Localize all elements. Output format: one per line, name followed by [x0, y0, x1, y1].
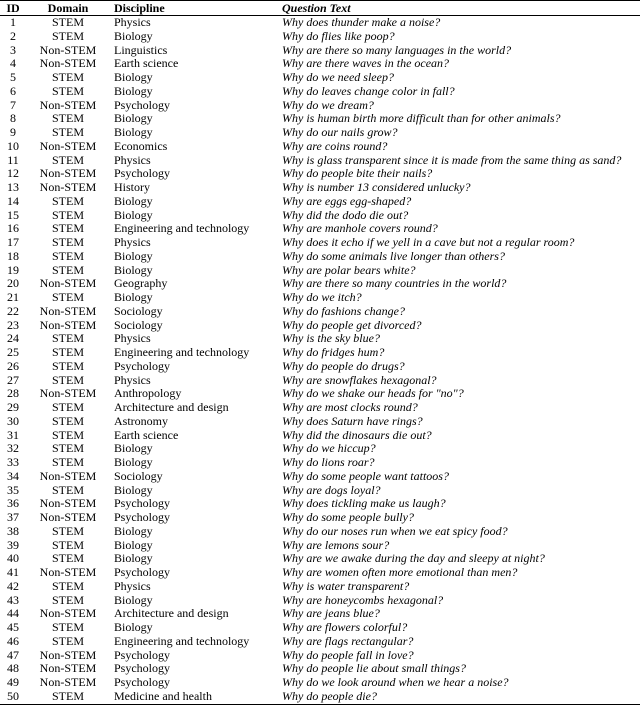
cell-domain: Non-STEM — [39, 138, 97, 153]
cell-question-text: Why is glass transparent since it is made from the same thing as sand? — [282, 152, 622, 167]
cell-id: 36 — [7, 496, 19, 511]
cell-question-text: Why are coins round? — [282, 138, 388, 153]
cell-domain: STEM — [26, 690, 110, 704]
table-row — [0, 236, 640, 250]
cell-domain: STEM — [51, 523, 84, 538]
cell-domain: STEM — [51, 620, 84, 634]
cell-question-text: Why are we awake during the day and sleepy at night? — [282, 551, 545, 566]
cell-id: 10 — [7, 138, 19, 153]
table-row — [0, 511, 640, 525]
cell-discipline: Biology — [114, 111, 153, 126]
cell-id: 31 — [7, 427, 19, 442]
cell-id: 21 — [7, 290, 19, 304]
cell-domain: STEM — [51, 290, 84, 304]
cell-discipline: Sociology — [114, 317, 163, 332]
cell-domain: STEM — [51, 441, 84, 456]
cell-id: 45 — [7, 620, 19, 634]
cell-domain: STEM — [51, 248, 84, 263]
cell-question-text: Why are eggs egg-shaped? — [282, 193, 412, 208]
cell-domain: Non-STEM — [39, 180, 97, 194]
cell-id: 11 — [7, 152, 19, 167]
cell-id: 20 — [7, 276, 19, 291]
cell-id: 14 — [7, 193, 19, 208]
cell-id: 17 — [7, 235, 19, 249]
cell-discipline: Psychology — [114, 496, 171, 511]
header-discipline: Discipline — [110, 1, 282, 16]
cell-domain: Non-STEM — [39, 42, 97, 57]
cell-id: 29 — [7, 400, 19, 414]
cell-discipline: Biology — [114, 592, 153, 607]
cell-question-text: Why are jeans blue? — [282, 606, 380, 621]
cell-discipline: Linguistics — [114, 42, 168, 57]
table-row — [0, 126, 640, 140]
cell-id: 24 — [7, 331, 19, 346]
cell-question-text: Why do some people want tattoos? — [282, 468, 449, 483]
cell-question-text: Why are women often more emotional than men? — [282, 565, 518, 579]
cell-domain: STEM — [51, 221, 84, 236]
cell-domain: Non-STEM — [39, 510, 97, 524]
cell-id: 2 — [10, 28, 16, 43]
table-row — [0, 99, 640, 113]
cell-id: 39 — [7, 537, 19, 552]
cell-question-text: Why do some people bully? — [282, 510, 414, 524]
table-row — [0, 167, 640, 181]
cell-discipline: Biology — [114, 28, 153, 43]
table-row — [0, 525, 640, 539]
cell-id: 7 — [10, 97, 16, 112]
cell-discipline: Psychology — [114, 358, 171, 373]
cell-discipline: Architecture and design — [114, 606, 229, 621]
cell-discipline: Biology — [114, 523, 153, 538]
table-row — [0, 277, 640, 291]
cell-domain: STEM — [51, 152, 84, 167]
cell-discipline: Sociology — [114, 303, 163, 318]
cell-id: 12 — [7, 166, 19, 181]
table-row — [0, 30, 640, 44]
cell-domain: STEM — [51, 455, 84, 469]
cell-question-text: Why did the dodo die out? — [282, 207, 409, 222]
cell-domain: STEM — [51, 427, 84, 442]
cell-id: 33 — [7, 455, 19, 469]
cell-domain: Non-STEM — [39, 675, 97, 689]
cell-domain: Non-STEM — [39, 97, 97, 112]
table-row — [0, 621, 640, 635]
cell-domain: STEM — [51, 70, 84, 84]
cell-id: 48 — [7, 661, 19, 676]
cell-question-text: Why are flowers colorful? — [282, 620, 408, 634]
cell-discipline: Earth science — [114, 427, 179, 442]
cell-id: 40 — [7, 551, 19, 566]
cell-id: 38 — [7, 523, 19, 538]
table-row — [0, 181, 640, 195]
cell-discipline: Economics — [114, 138, 168, 153]
table-row — [0, 209, 640, 223]
table-row — [0, 85, 640, 99]
cell-domain: STEM — [51, 400, 84, 414]
table-row — [0, 319, 640, 333]
cell-discipline: Psychology — [114, 647, 171, 662]
cell-question-text: Why do people get divorced? — [282, 317, 422, 332]
cell-discipline: Biology — [114, 70, 153, 84]
cell-question-text: Why are most clocks round? — [282, 400, 418, 414]
cell-domain: Non-STEM — [39, 166, 97, 181]
cell-domain: STEM — [51, 331, 84, 346]
cell-question-text: Why are manhole covers round? — [282, 221, 438, 236]
cell-domain: STEM — [51, 207, 84, 222]
cell-question-text: Why do people lie about small things? — [282, 661, 466, 676]
cell-discipline: Psychology — [114, 565, 171, 579]
cell-discipline: Engineering and technology — [114, 345, 250, 359]
cell-question-text: Why are lemons sour? — [282, 537, 390, 552]
cell-domain: Non-STEM — [39, 276, 97, 291]
cell-discipline: Physics — [114, 331, 151, 346]
table-row — [0, 374, 640, 388]
cell-discipline: Earth science — [114, 56, 179, 71]
cell-id: 16 — [7, 221, 19, 236]
cell-domain: STEM — [51, 482, 84, 497]
table-row — [0, 662, 640, 676]
table-row — [0, 594, 640, 608]
cell-domain: STEM — [51, 551, 84, 566]
table-row — [0, 346, 640, 360]
cell-id: 6 — [10, 83, 16, 98]
cell-question-text: Why do our noses run when we eat spicy food? — [282, 523, 508, 538]
cell-discipline: Engineering and technology — [114, 221, 250, 236]
table-header — [0, 1, 640, 16]
header-domain: Domain — [26, 1, 110, 16]
table-row — [0, 539, 640, 553]
cell-domain: Non-STEM — [39, 386, 97, 401]
table-row — [0, 690, 640, 704]
cell-domain: Non-STEM — [39, 303, 97, 318]
cell-question-text: Why did the dinosaurs die out? — [282, 427, 432, 442]
table-row — [0, 470, 640, 484]
cell-question-text: Why are dogs loyal? — [282, 482, 381, 497]
cell-question-text: Why does it echo if we yell in a cave but not a regular room? — [282, 235, 575, 249]
table-row — [0, 401, 640, 415]
table-row — [0, 332, 640, 346]
cell-question-text: Why do fashions change? — [282, 303, 405, 318]
cell-discipline: Physics — [114, 578, 151, 593]
cell-discipline: Physics — [114, 15, 151, 29]
header-question-text: Question Text — [282, 1, 640, 16]
cell-domain: STEM — [51, 345, 84, 359]
cell-id: 46 — [7, 633, 19, 648]
cell-domain: Non-STEM — [39, 661, 97, 676]
cell-question-text: Why do people fall in love? — [282, 647, 414, 662]
cell-domain: STEM — [51, 111, 84, 126]
cell-discipline: Biology — [114, 207, 153, 222]
cell-question-text: Why are snowflakes hexagonal? — [282, 372, 437, 387]
cell-question-text: Why are there so many countries in the world? — [282, 276, 507, 291]
table-row — [0, 387, 640, 401]
table-row — [0, 291, 640, 305]
cell-discipline: Psychology — [114, 510, 171, 524]
table-row — [0, 250, 640, 264]
cell-domain: STEM — [51, 578, 84, 593]
cell-question-text: Why is the sky blue? — [282, 331, 380, 346]
cell-question-text: Why do people do drugs? — [282, 358, 405, 373]
cell-discipline: Biology — [114, 193, 153, 208]
cell-id: 15 — [7, 207, 19, 222]
cell-id: 37 — [7, 510, 19, 524]
cell-id: 42 — [7, 578, 19, 593]
cell-domain: STEM — [51, 537, 84, 552]
table-row — [0, 676, 640, 690]
cell-discipline: Biology — [114, 262, 153, 277]
cell-id: 44 — [7, 606, 19, 621]
table-row — [0, 580, 640, 594]
cell-id: 1 — [10, 15, 16, 29]
table-body — [0, 16, 640, 705]
cell-domain: STEM — [51, 235, 84, 249]
table-row — [0, 112, 640, 126]
cell-domain: STEM — [51, 28, 84, 43]
cell-discipline: Astronomy — [114, 413, 168, 428]
cell-question-text: Why do leaves change color in fall? — [282, 83, 455, 98]
table-row — [0, 154, 640, 168]
table-row — [0, 44, 640, 58]
cell-discipline: Biology — [114, 551, 153, 566]
cell-domain: Non-STEM — [39, 565, 97, 579]
cell-question-text: Why is human birth more difficult than for other animals? — [282, 111, 561, 126]
cell-id: 25 — [7, 345, 19, 359]
cell-question-text: Why is number 13 considered unlucky? — [282, 180, 471, 194]
table-row — [0, 566, 640, 580]
cell-id: 13 — [7, 180, 19, 194]
cell-domain: Non-STEM — [39, 496, 97, 511]
table-row — [0, 222, 640, 236]
cell-domain: STEM — [51, 15, 84, 29]
table-row — [0, 57, 640, 71]
cell-discipline: Psychology — [114, 675, 171, 689]
cell-domain: STEM — [51, 193, 84, 208]
cell-id: 27 — [7, 372, 19, 387]
cell-domain: STEM — [51, 372, 84, 387]
cell-domain: Non-STEM — [39, 606, 97, 621]
cell-question-text: Why do we itch? — [282, 290, 362, 304]
cell-question-text: Why are honeycombs hexagonal? — [282, 592, 444, 607]
cell-discipline: Physics — [114, 235, 151, 249]
cell-discipline: Biology — [114, 620, 153, 634]
cell-discipline: Physics — [114, 372, 151, 387]
cell-discipline: Biology — [114, 537, 153, 552]
table-row — [0, 305, 640, 319]
cell-question-text: Why does Saturn have rings? — [282, 413, 423, 428]
cell-id: 28 — [7, 386, 19, 401]
table-row — [0, 552, 640, 566]
cell-id: 22 — [7, 303, 19, 318]
cell-domain: STEM — [51, 83, 84, 98]
cell-id: 26 — [7, 358, 19, 373]
cell-id: 30 — [7, 413, 19, 428]
cell-domain: STEM — [51, 262, 84, 277]
table-row — [0, 429, 640, 443]
cell-question-text: Why are flags rectangular? — [282, 633, 414, 648]
cell-question-text: Why do lions roar? — [282, 455, 375, 469]
cell-question-text: Why do some animals live longer than others? — [282, 248, 505, 263]
cell-id: 43 — [7, 592, 19, 607]
cell-id: 5 — [10, 70, 16, 84]
table-row — [0, 442, 640, 456]
cell-id: 32 — [7, 441, 19, 456]
cell-discipline: Psychology — [114, 97, 171, 112]
cell-domain: STEM — [51, 592, 84, 607]
cell-domain: STEM — [51, 358, 84, 373]
table-row — [0, 497, 640, 511]
cell-id: 34 — [7, 468, 19, 483]
cell-discipline: Biology — [114, 290, 153, 304]
cell-discipline: Biology — [114, 83, 153, 98]
cell-question-text: Why does thunder make a noise? — [282, 15, 441, 29]
cell-question-text: Why do we look around when we hear a noise? — [282, 675, 509, 689]
cell-question-text: Why are there waves in the ocean? — [282, 56, 450, 71]
cell-discipline: Biology — [114, 248, 153, 263]
cell-discipline: History — [114, 180, 150, 194]
table-row — [0, 456, 640, 470]
cell-domain: Non-STEM — [39, 647, 97, 662]
table-row — [0, 195, 640, 209]
cell-domain: STEM — [51, 633, 84, 648]
cell-discipline: Biology — [114, 455, 153, 469]
cell-id: 41 — [7, 565, 19, 579]
table-row — [0, 140, 640, 154]
cell-id: 35 — [7, 482, 19, 497]
cell-discipline: Medicine and health — [110, 690, 282, 704]
cell-discipline: Geography — [114, 276, 168, 291]
table-row — [0, 71, 640, 85]
cell-question-text: Why is water transparent? — [282, 578, 410, 593]
cell-domain: Non-STEM — [39, 56, 97, 71]
header-row — [0, 1, 640, 16]
header-id: ID — [0, 1, 26, 16]
table-row — [0, 484, 640, 498]
cell-id: 9 — [10, 125, 16, 139]
cell-domain: Non-STEM — [39, 317, 97, 332]
table-row — [0, 649, 640, 663]
cell-discipline: Biology — [114, 125, 153, 139]
cell-id: 3 — [10, 42, 16, 57]
table-row — [0, 16, 640, 30]
table-row — [0, 607, 640, 621]
cell-id: 19 — [7, 262, 19, 277]
cell-question-text: Why do people bite their nails? — [282, 166, 433, 181]
table-row — [0, 360, 640, 374]
cell-question-text: Why do we shake our heads for "no"? — [282, 386, 464, 401]
table-row — [0, 635, 640, 649]
cell-question-text: Why do fridges hum? — [282, 345, 385, 359]
cell-domain: Non-STEM — [39, 468, 97, 483]
cell-discipline: Biology — [114, 482, 153, 497]
cell-question-text: Why do we dream? — [282, 97, 374, 112]
cell-discipline: Biology — [114, 441, 153, 456]
cell-question-text: Why do we need sleep? — [282, 70, 394, 84]
cell-id: 50 — [0, 690, 26, 704]
cell-id: 4 — [10, 56, 16, 71]
cell-discipline: Psychology — [114, 661, 171, 676]
cell-discipline: Sociology — [114, 468, 163, 483]
table-row — [0, 415, 640, 429]
cell-discipline: Engineering and technology — [114, 633, 250, 648]
cell-discipline: Physics — [114, 152, 151, 167]
cell-question-text: Why do we hiccup? — [282, 441, 376, 456]
cell-domain: STEM — [51, 125, 84, 139]
cell-question-text: Why are there so many languages in the world? — [282, 42, 512, 57]
cell-question-text: Why does tickling make us laugh? — [282, 496, 446, 511]
cell-domain: STEM — [51, 413, 84, 428]
cell-question-text: Why are polar bears white? — [282, 262, 416, 277]
cell-id: 18 — [7, 248, 19, 263]
cell-question-text: Why do people die? — [282, 690, 640, 704]
table-row — [0, 264, 640, 278]
cell-question-text: Why do flies like poop? — [282, 28, 395, 43]
cell-discipline: Anthropology — [114, 386, 182, 401]
cell-id: 8 — [10, 111, 16, 126]
cell-id: 47 — [7, 647, 19, 662]
cell-discipline: Psychology — [114, 166, 171, 181]
cell-discipline: Architecture and design — [114, 400, 229, 414]
cell-id: 49 — [7, 675, 19, 689]
cell-question-text: Why do our nails grow? — [282, 125, 398, 139]
cell-id: 23 — [7, 317, 19, 332]
